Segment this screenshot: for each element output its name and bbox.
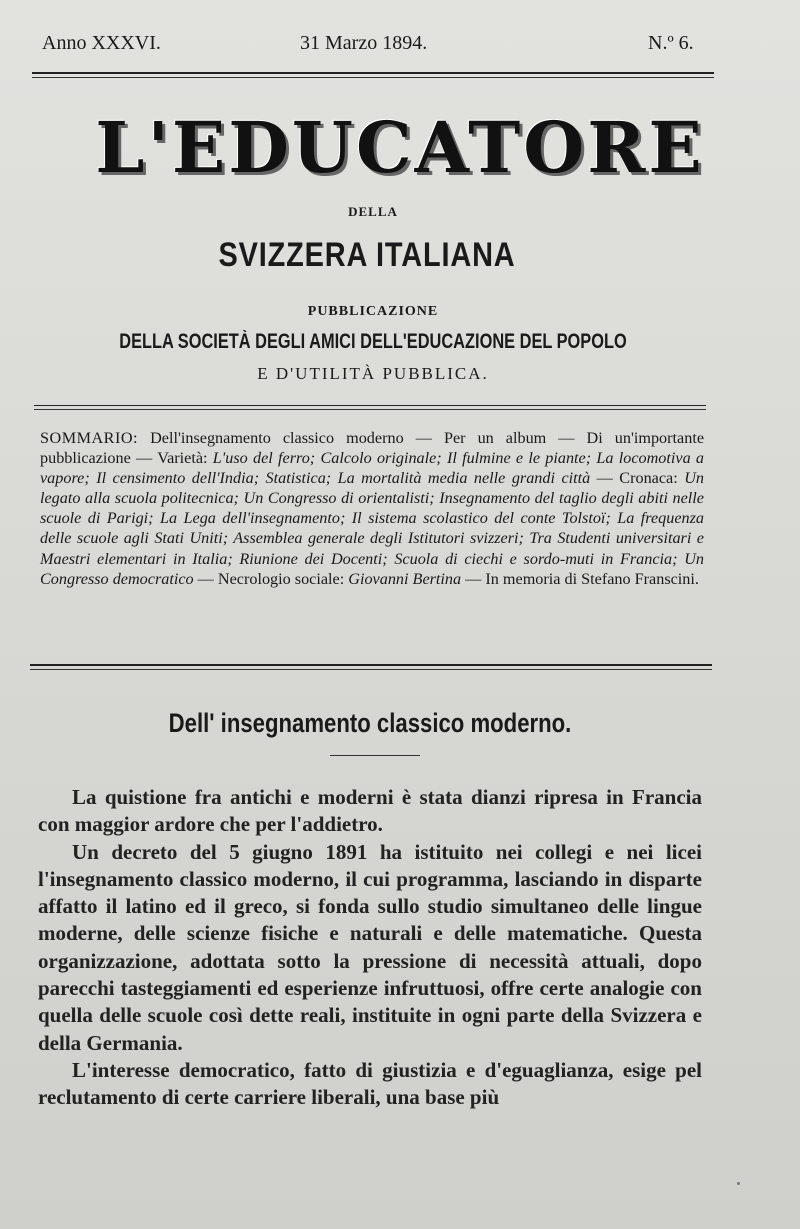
- article-body: [38, 784, 702, 1112]
- article-paragraph: La quistione fra antichi e moderni è stata dianzi ripresa in Francia con maggior ardore che per l'addietro.: [38, 785, 702, 837]
- summary-varieta: L'uso del ferro; Calcolo originale; Il fulmine e le piante; La locomotiva a vapore; Il censimento dell'India; Statistica; La mortalità media nelle grandi città: [40, 449, 705, 488]
- summary-cronaca: Un legato alla scuola politecnica; Un Congresso di orientalisti; Insegnamento del taglio degli abiti nelle scuole di Parigi; La Lega dell'insegnamento; Il sistema scolastico del conte Tolstoï; La frequenza delle scuole agli Stati Uniti; Assemblea generale degli Istitutori svizzeri; Tra Studenti universitari e Maestri elementari in Italia; Riunione dei Docenti; Scuola di ciechi e sordo-muti in Francia; Un Congresso democratico: [40, 469, 704, 588]
- summary-necrologio: Giovanni Bertina: [348, 569, 462, 588]
- article-paragraph: L'interesse democratico, fatto di giustizia e d'eguaglianza, esige pel reclutamento di certe carriere liberali, una base più: [38, 1057, 702, 1110]
- issue-date: 31 Marzo 1894.: [300, 32, 428, 54]
- masthead-title: L'EDUCATORE: [95, 106, 705, 189]
- masthead-divider: [34, 405, 706, 410]
- summary-label: SOMMARIO:: [40, 429, 139, 447]
- masthead-della: DELLA: [348, 204, 398, 219]
- article-paragraph: Un decreto del 5 giugno 1891 ha istituito nei collegi e nei licei l'insegnamento classico moderno, il cui programma, lasciando in disparte affatto il latino ed il greco, si fonda sullo studio simultaneo delle lingue moderne, delle scienze fisiche e naturali e delle matematiche. Questa organizzazione, adottata sotto la pressione di necessità attuali, dopo parecchi tasteggiamenti ed esperienze infruttuosi, offre certe analogie con quella delle scuole così dette reali, instituite in ogni parte della Svizzera e della Germania.: [38, 839, 702, 1055]
- issue-header: [42, 32, 714, 62]
- masthead-pubblicazione: PUBBLICAZIONE: [307, 304, 439, 319]
- paper-speck: [737, 1182, 740, 1185]
- article-title: Dell' insegnamento classico moderno.: [168, 708, 572, 738]
- summary-part: — Necrologio sociale:: [197, 569, 345, 588]
- summary-part: — Cronaca:: [596, 469, 678, 488]
- summary: [40, 428, 704, 589]
- issue-year: Anno XXXVI.: [42, 32, 161, 54]
- issue-number: N.º 6.: [648, 32, 694, 54]
- header-divider: [32, 72, 714, 78]
- summary-divider: [30, 664, 712, 670]
- summary-part: Dell'insegnamento classico moderno — Per un album — Di un'importante pubblicazione — Varietà:: [40, 429, 704, 468]
- masthead-utility: E D'UTILITÀ PUBBLICA.: [257, 364, 489, 383]
- masthead-society: DELLA SOCIETÀ DEGLI AMICI DELL'EDUCAZIONE DEL POPOLO: [119, 330, 627, 353]
- title-rule: [330, 755, 420, 756]
- masthead-subtitle: SVIZZERA ITALIANA: [218, 236, 516, 274]
- summary-part: — In memoria di Stefano Franscini.: [465, 569, 699, 588]
